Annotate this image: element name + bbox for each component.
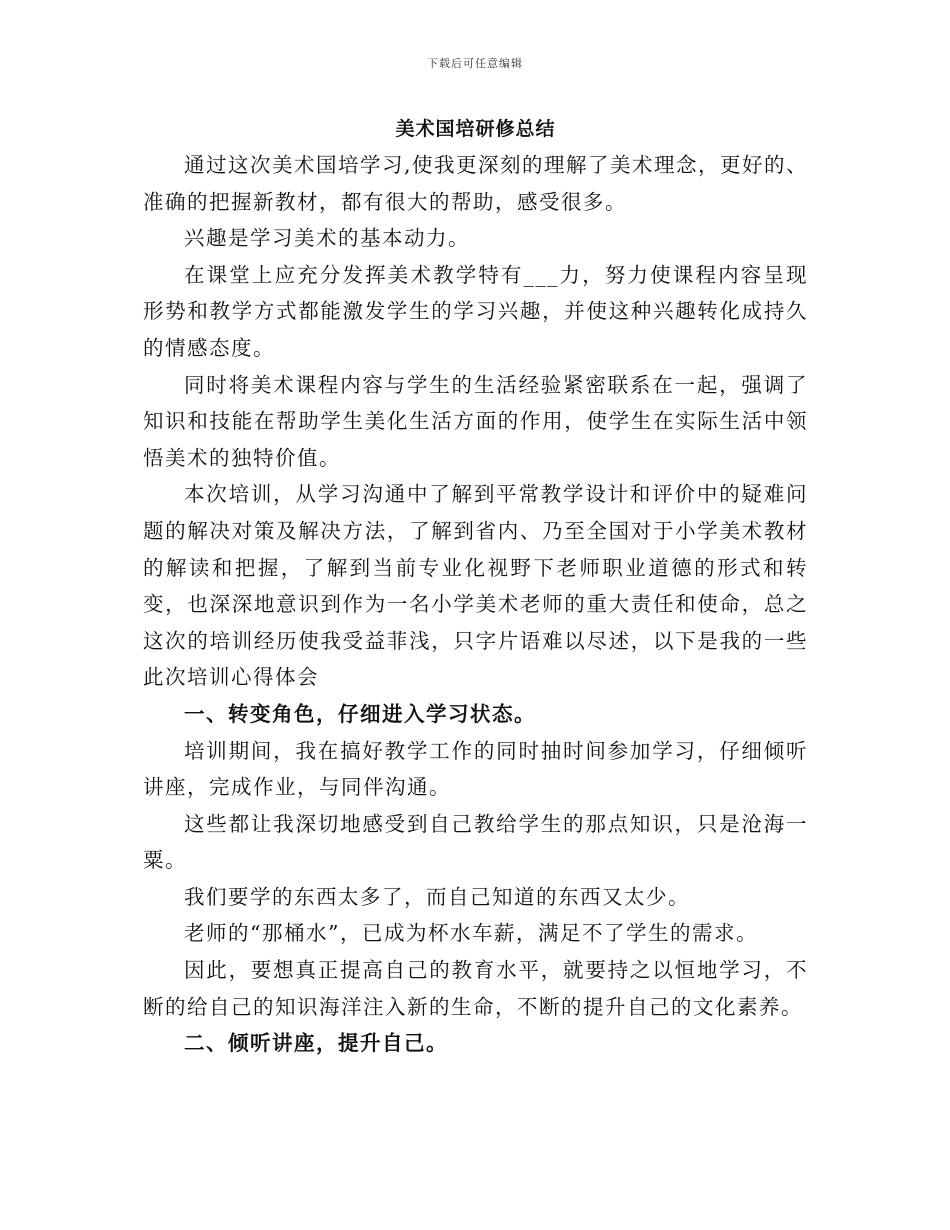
section-heading-1: 一、转变角色，仔细进入学习状态。 (184, 701, 536, 726)
document-title: 美术国培研修总结 (395, 118, 556, 140)
paragraph-interest: 兴趣是学习美术的基本动力。 (184, 226, 470, 251)
paragraph-classroom: 在课堂上应充分发挥美术教学特有___力，努力使课程内容呈现形势和教学方式都能激发学生的学习兴趣，并使这种兴趣转化成持久的情感态度。 (143, 262, 808, 360)
paragraph-training-period: 培训期间，我在搞好教学工作的同时抽时间参加学习，仔细倾听讲座，完成作业，与同伴沟通。 (143, 738, 808, 800)
document-body (143, 112, 808, 1062)
paragraph-life-connection: 同时将美术课程内容与学生的生活经验紧密联系在一起，强调了知识和技能在帮助学生美化生活方面的作用，使学生在实际生活中领悟美术的独特价值。 (143, 372, 808, 470)
section-heading-2: 二、倾听讲座，提升自己。 (184, 1031, 448, 1056)
page-header-note: 下载后可任意编辑 (427, 57, 523, 70)
paragraph-lifelong-learning: 因此，要想真正提高自己的教育水平，就要持之以恒地学习，不断的给自己的知识海洋注入新的生命，不断的提升自己的文化素养。 (143, 958, 808, 1019)
paragraph-training-summary: 本次培训，从学习沟通中了解到平常教学设计和评价中的疑难问题的解决对策及解决方法，了解到省内、乃至全国对于小学美术教材的解读和把握，了解到当前专业化视野下老师职业道德的形式和转变，也深深地意识到作为一名小学美术老师的重大责任和使命，总之这次的培训经历使我受益菲浅，只字片语难以尽述，以下是我的一些此次培训心得体会 (143, 482, 808, 690)
paragraph-bucket-of-water: 老师的“那桶水”，已成为杯水车薪，满足不了学生的需求。 (184, 921, 758, 946)
paragraph-much-to-learn: 我们要学的东西太多了，而自己知道的东西又太少。 (184, 884, 690, 909)
paragraph-intro: 通过这次美术国培学习,使我更深刻的理解了美术理念，更好的、准确的把握新教材，都有很大的帮助，感受很多。 (143, 153, 809, 214)
paragraph-drop-in-ocean: 这些都让我深切地感受到自己教给学生的那点知识，只是沧海一粟。 (143, 811, 808, 873)
